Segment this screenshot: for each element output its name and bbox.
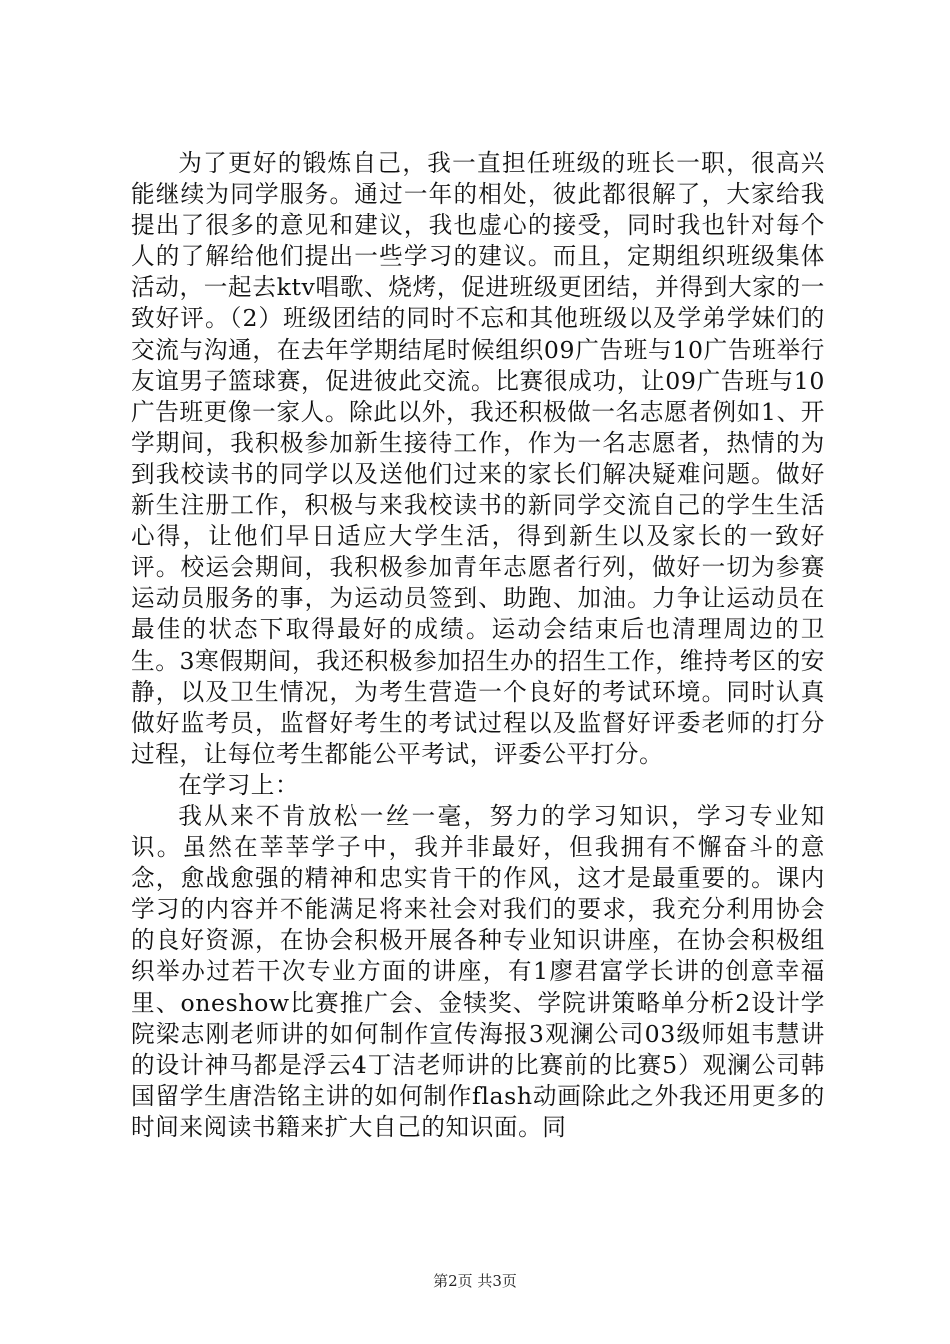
section-heading-study: 在学习上： xyxy=(178,770,300,799)
paragraph-class-leader: 为了更好的锻炼自己，我一直担任班级的班长一职，很高兴能继续为同学服务。通过一年的相处，彼此都很解了，大家给我提出了很多的意见和建议，我也虚心的接受，同时我也针对每个人的了解给他们提出一些学习的建议。而且，定期组织班级集体活动，一起去ktv唱歌、烧烤，促进班级更团结，并得到大家的一致好评。（2）班级团结的同时不忘和其他班级以及学弟学妹们的交流与沟通，在去年学期结尾时候组织09广告班与10广告班举行友谊男子篮球赛，促进彼此交流。比赛很成功，让09广告班与10广告班更像一家人。除此以外，我还积极做一名志愿者例如1、开学期间，我积极参加新生接待工作，作为一名志愿者，热情的为到我校读书的同学以及送他们过来的家长们解决疑难问题。做好新生注册工作，积极与来我校读书的新同学交流自己的学生生活心得，让他们早日适应大学生活，得到新生以及家长的一致好评。校运会期间，我积极参加青年志愿者行列，做好一切为参赛运动员服务的事，为运动员签到、助跑、加油。力争让运动员在最佳的状态下取得最好的成绩。运动会结束后也清理周边的卫生。3寒假期间，我还积极参加招生办的招生工作，维持考区的安静，以及卫生情况，为考生营造一个良好的考试环境。同时认真做好监考员，监督好考生的考试过程以及监督好评委老师的打分过程，让每位考生都能公平考试，评委公平打分。 xyxy=(131,149,825,768)
document-body xyxy=(131,148,825,1143)
page-footer: 第2页 共3页 xyxy=(433,1272,517,1290)
paragraph-study: 我从来不肯放松一丝一毫，努力的学习知识，学习专业知识。虽然在莘莘学子中，我并非最好，但我拥有不懈奋斗的意念，愈战愈强的精神和忠实肯干的作风，这才是最重要的。课内学习的内容并不能满足将来社会对我们的要求，我充分利用协会的良好资源，在协会积极开展各种专业知识讲座，在协会积极组织举办过若干次专业方面的讲座，有1廖君富学长讲的创意幸福里、oneshow比赛推广会、金犊奖、学院讲策略单分析2设计学院梁志刚老师讲的如何制作宣传海报3观澜公司03级师姐韦慧讲的设计神马都是浮云4丁洁老师讲的比赛前的比赛5）观澜公司韩国留学生唐浩铭主讲的如何制作flash动画除此之外我还用更多的时间来阅读书籍来扩大自己的知识面。同 xyxy=(131,801,825,1141)
